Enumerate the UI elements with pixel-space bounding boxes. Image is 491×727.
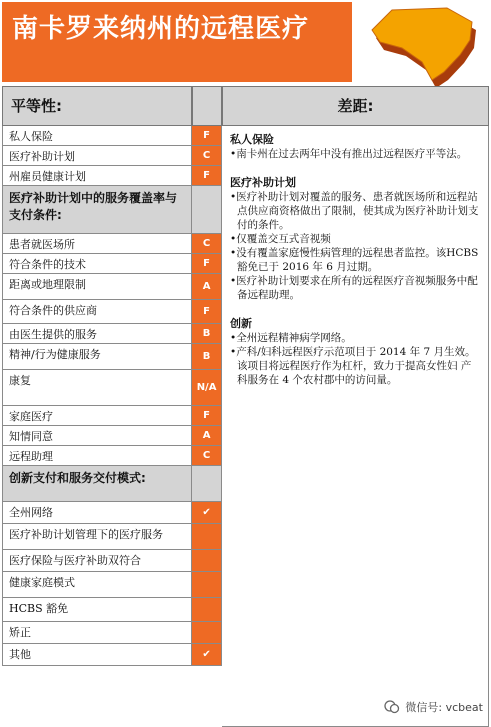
table-row	[2, 598, 222, 622]
grade-badge	[192, 550, 222, 571]
table-row	[2, 502, 222, 524]
grade-badge: F	[192, 300, 222, 323]
row-label: 符合条件的技术	[3, 254, 192, 273]
table-section-row	[2, 186, 222, 234]
row-label: 私人保险	[3, 126, 192, 145]
grade-badge: B	[192, 324, 222, 343]
row-label: 全州网络	[3, 502, 192, 523]
grade-badge	[192, 466, 222, 501]
row-label: 精神/行为健康服务	[3, 344, 192, 369]
grade-badge	[192, 598, 222, 621]
table-row	[2, 370, 222, 406]
check-icon: ✔	[192, 644, 222, 665]
table-row	[2, 524, 222, 550]
gaps-column	[222, 126, 489, 727]
equality-table	[2, 126, 222, 666]
row-label: 符合条件的供应商	[3, 300, 192, 323]
header	[0, 0, 491, 86]
table-row	[2, 324, 222, 344]
table-row	[2, 254, 222, 274]
wechat-logo-icon	[384, 699, 400, 715]
grade-badge	[192, 524, 222, 549]
watermark-text: 微信号: vcbeat	[405, 701, 483, 714]
gap-section	[230, 316, 480, 387]
table-row	[2, 126, 222, 146]
table-row	[2, 622, 222, 644]
equality-header: 平等性:	[2, 86, 192, 126]
row-label: 医疗补助计划	[3, 146, 192, 165]
gap-bullet: •医疗补助计划要求在所有的远程医疗音视频服务中配备远程助理。	[230, 275, 478, 301]
state-map-image	[352, 0, 491, 86]
table-row	[2, 446, 222, 466]
row-label: 患者就医场所	[3, 234, 192, 253]
gap-bullet: •医疗补助计划对覆盖的服务、患者就医场所和远程站点供应商资格做出了限制，使其成为医疗补助计划支付的条件。	[230, 191, 479, 231]
grade-badge: F	[192, 126, 222, 145]
table-row	[2, 426, 222, 446]
grade-badge: F	[192, 254, 222, 273]
gap-bullet: •产科/妇科远程医疗示范项目于 2014 年 7 月生效。 该项目将远程医疗作为杠杆，致力于提高女性妇 产科服务在 4 个农村郡中的访问量。	[230, 346, 476, 386]
grade-badge: N/A	[192, 370, 222, 405]
gap-bullet: •全州远程精神病学网络。	[230, 332, 352, 344]
south-carolina-map-icon	[352, 0, 491, 86]
row-label: 其他	[3, 644, 192, 665]
table-row	[2, 572, 222, 598]
table-section-row	[2, 466, 222, 502]
row-label: 康复	[3, 370, 192, 405]
row-label: 知情同意	[3, 426, 192, 445]
row-label: 州雇员健康计划	[3, 166, 192, 185]
table-row	[2, 166, 222, 186]
grade-badge: C	[192, 146, 222, 165]
row-label: HCBS 豁免	[3, 598, 192, 621]
page-title: 南卡罗来纳州的远程医疗	[12, 14, 310, 44]
gap-section-title: 创新	[230, 317, 252, 330]
row-label: 远程助理	[3, 446, 192, 465]
gap-bullet: •仅覆盖交互式音视频	[230, 233, 331, 245]
title-bar	[2, 2, 352, 82]
table-row	[2, 274, 222, 300]
row-label: 距离或地理限制	[3, 274, 192, 299]
gap-section	[230, 132, 480, 161]
grade-header	[192, 86, 222, 126]
table-row	[2, 234, 222, 254]
check-icon: ✔	[192, 502, 222, 523]
table-row	[2, 406, 222, 426]
grade-badge: A	[192, 426, 222, 445]
row-label: 创新支付和服务交付模式:	[3, 466, 192, 501]
grade-badge	[192, 572, 222, 597]
table-row	[2, 300, 222, 324]
grade-badge: F	[192, 406, 222, 425]
grade-badge: C	[192, 234, 222, 253]
gap-bullet: •没有覆盖家庭慢性病管理的远程患者监控。该HCBS 豁免已于 2016 年 6 月过期。	[230, 247, 479, 273]
gap-section	[230, 175, 480, 302]
row-label: 医疗补助计划管理下的医疗服务	[3, 524, 192, 549]
grade-badge: C	[192, 446, 222, 465]
gap-section-title: 医疗补助计划	[230, 176, 296, 189]
grade-badge	[192, 622, 222, 643]
wechat-watermark	[384, 699, 483, 715]
row-label: 健康家庭模式	[3, 572, 192, 597]
grade-badge: B	[192, 344, 222, 369]
row-label: 医疗补助计划中的服务覆盖率与支付条件:	[3, 186, 192, 233]
grade-badge: A	[192, 274, 222, 299]
table-row	[2, 644, 222, 666]
row-label: 医疗保险与医疗补助双符合	[3, 550, 192, 571]
row-label: 由医生提供的服务	[3, 324, 192, 343]
row-label: 矫正	[3, 622, 192, 643]
table-row	[2, 550, 222, 572]
grade-badge	[192, 186, 222, 233]
gaps-header: 差距:	[222, 86, 489, 126]
row-label: 家庭医疗	[3, 406, 192, 425]
gap-section-title: 私人保险	[230, 133, 274, 146]
table-row	[2, 344, 222, 370]
grade-badge: F	[192, 166, 222, 185]
gap-bullet: •南卡州在过去两年中没有推出过远程医疗平等法。	[230, 148, 468, 160]
table-row	[2, 146, 222, 166]
